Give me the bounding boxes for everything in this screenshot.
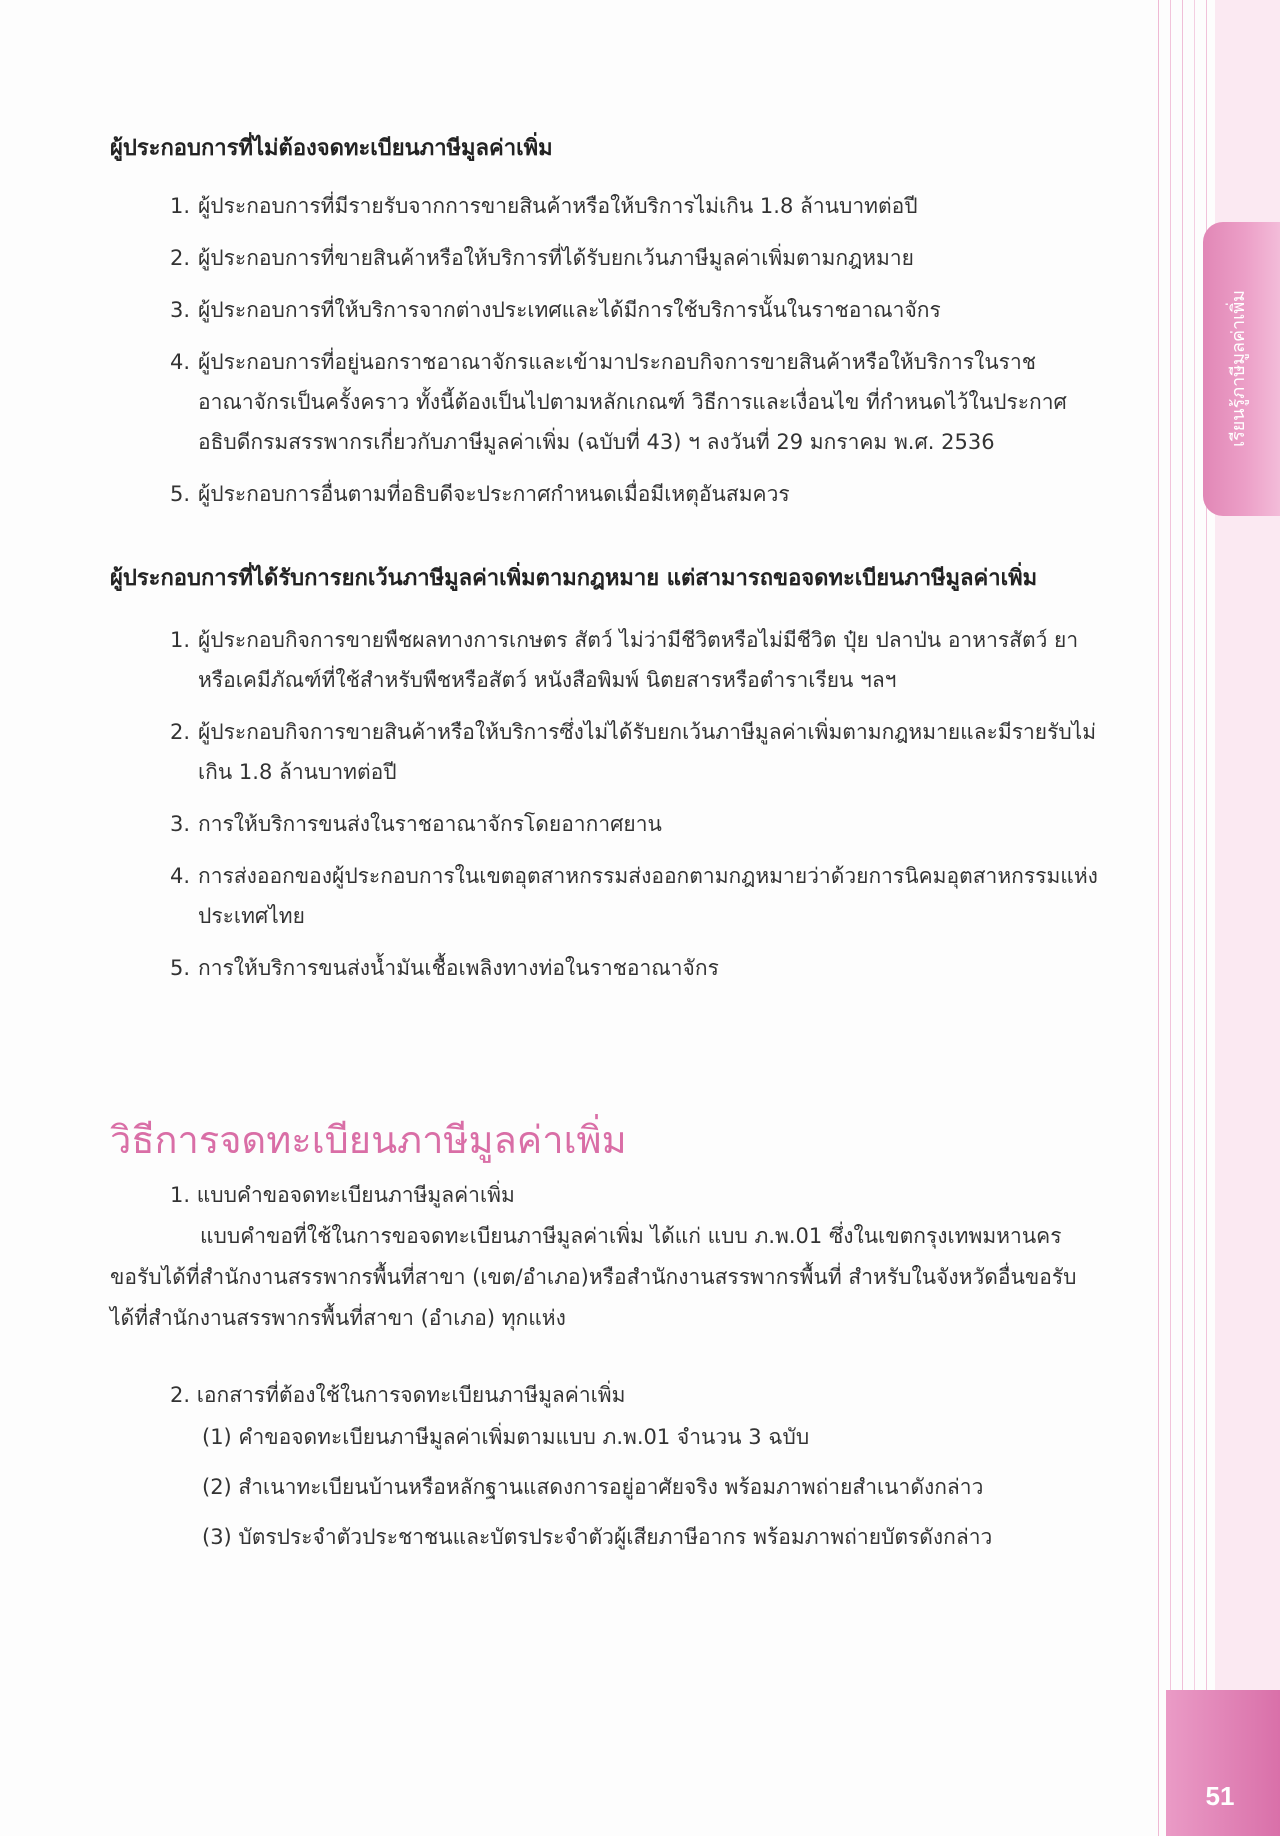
registration-method-title: วิธีการจดทะเบียนภาษีมูลค่าเพิ่ม <box>110 1118 627 1162</box>
section-heading: ผู้ประกอบการที่ไม่ต้องจดทะเบียนภาษีมูลค่าเพิ่ม <box>110 136 553 161</box>
document-item: (3) บัตรประจำตัวประชาชนและบัตรประจำตัวผู้เสียภาษีอากร พร้อมภาพถ่ายบัตรดังกล่าว <box>202 1525 993 1549</box>
list-item: 5. การให้บริการขนส่งน้ำมันเชื้อเพลิงทางท่อในราชอาณาจักร <box>170 956 719 980</box>
document-item: (1) คำขอจดทะเบียนภาษีมูลค่าเพิ่มตามแบบ ภ.พ.01 จำนวน 3 ฉบับ <box>202 1425 810 1449</box>
exemption-list <box>110 186 1110 514</box>
page-number: 51 <box>1205 1781 1235 1811</box>
list-item: 5. ผู้ประกอบการอื่นตามที่อธิบดีจะประกาศกำหนดเมื่อมีเหตุอันสมควร <box>170 482 790 506</box>
step-1-label: 1. แบบคำขอจดทะเบียนภาษีมูลค่าเพิ่ม <box>170 1183 515 1207</box>
list-item: 2. ผู้ประกอบการที่ขายสินค้าหรือให้บริการที่ได้รับยกเว้นภาษีมูลค่าเพิ่มตามกฎหมาย <box>170 246 914 270</box>
list-item: 4. ผู้ประกอบการที่อยู่นอกราชอาณาจักรและเข้ามาประกอบกิจการขายสินค้าหรือให้บริการในราชอาณาจักรเป็นครั้งคราว ทั้งนี้ต้องเป็นไปตามหลักเกณฑ์ วิธีการและเงื่อนไข ที่กำหนดไว้ในประกาศอธิบดีกรมสรรพากรเกี่ยวกับภาษีมูลค่าเพิ่ม (ฉบับที่ 43) ฯ ลงวันที่ 29 มกราคม พ.ศ. 2536 <box>170 350 1067 454</box>
list-item: 3. การให้บริการขนส่งในราชอาณาจักรโดยอากาศยาน <box>170 812 662 836</box>
section-heading: ผู้ประกอบการที่ได้รับการยกเว้นภาษีมูลค่าเพิ่มตามกฎหมาย แต่สามารถขอจดทะเบียนภาษีมูลค่าเพิ่ม <box>110 566 1038 591</box>
section-not-required <box>110 130 1110 514</box>
exempt-list <box>110 620 1110 988</box>
list-item: 1. ผู้ประกอบการที่มีรายรับจากการขายสินค้าหรือให้บริการไม่เกิน 1.8 ล้านบาทต่อปี <box>170 194 918 218</box>
page-number-block <box>1166 1690 1280 1836</box>
list-item: 4. การส่งออกของผู้ประกอบการในเขตอุตสาหกรรมส่งออกตามกฎหมายว่าด้วยการนิคมอุตสาหกรรมแห่งประเทศไทย <box>170 864 1098 928</box>
document-item: (2) สำเนาทะเบียนบ้านหรือหลักฐานแสดงการอยู่อาศัยจริง พร้อมภาพถ่ายสำเนาดังกล่าว <box>202 1475 984 1499</box>
list-item: 1. ผู้ประกอบกิจการขายพืชผลทางการเกษตร สัตว์ ไม่ว่ามีชีวิตหรือไม่มีชีวิต ปุ๋ย ปลาป่น อาหารสัตว์ ยาหรือเคมีภัณฑ์ที่ใช้สำหรับพืชหรือสัตว์ หนังสือพิมพ์ นิตยสารหรือตำราเรียน ฯลฯ <box>170 628 1079 692</box>
list-item: 3. ผู้ประกอบการที่ให้บริการจากต่างประเทศและได้มีการใช้บริการนั้นในราชอาณาจักร <box>170 298 941 322</box>
step-2-label: 2. เอกสารที่ต้องใช้ในการจดทะเบียนภาษีมูลค่าเพิ่ม <box>170 1383 626 1407</box>
list-item: 2. ผู้ประกอบกิจการขายสินค้าหรือให้บริการซึ่งไม่ได้รับยกเว้นภาษีมูลค่าเพิ่มตามกฎหมายและมีรายรับไม่เกิน 1.8 ล้านบาทต่อปี <box>170 720 1097 784</box>
step-1-paragraph: แบบคำขอที่ใช้ในการขอจดทะเบียนภาษีมูลค่าเพิ่ม ได้แก่ แบบ ภ.พ.01 ซึ่งในเขตกรุงเทพมหานครขอรับได้ที่สำนักงานสรรพากรพื้นที่สาขา (เขต/อำเภอ)หรือสำนักงานสรรพากรพื้นที่ สำหรับในจังหวัดอื่นขอรับได้ที่สำนักงานสรรพากรพื้นที่สาขา (อำเภอ) ทุกแห่ง <box>110 1224 1077 1330</box>
section-exempt-but-can-register <box>110 560 1110 988</box>
chapter-side-tab-label: เรียนรู้ภาษีมูลค่าเพิ่ม <box>1228 289 1250 447</box>
